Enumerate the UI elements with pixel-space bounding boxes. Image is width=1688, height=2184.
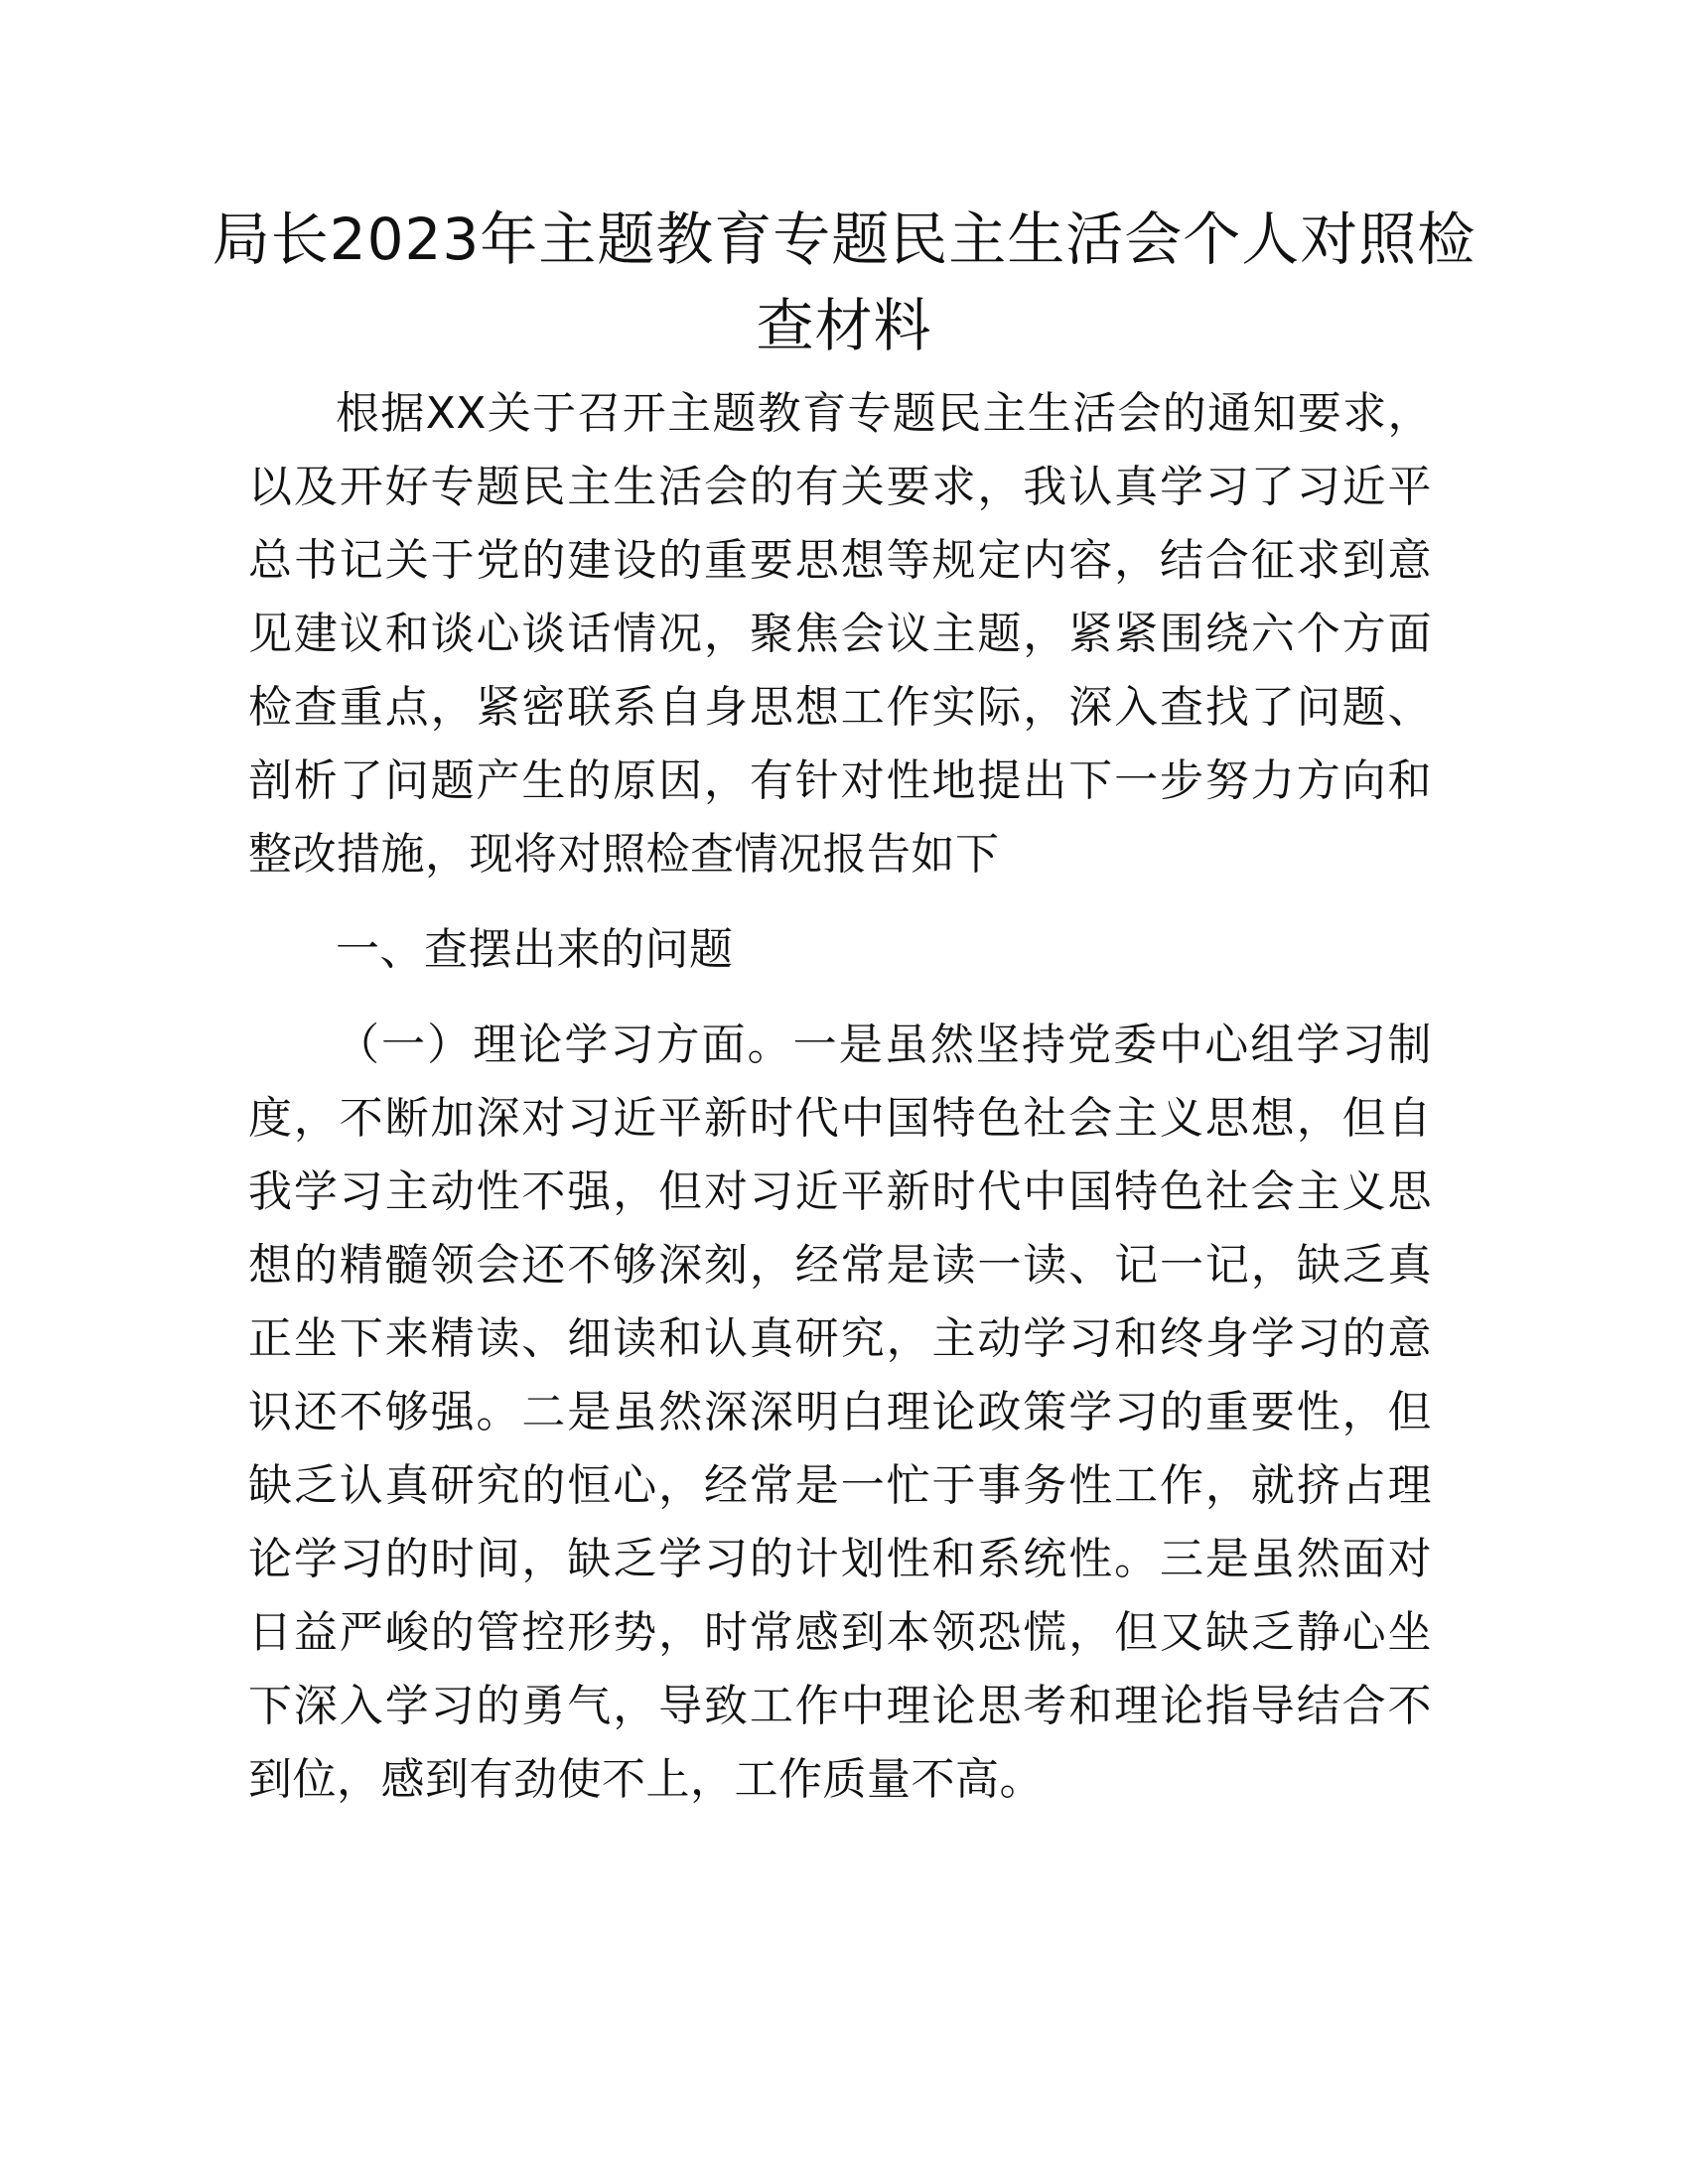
theory-study-paragraph: （一）理论学习方面。一是虽然坚持党委中心组学习制度，不断加深对习近平新时代中国特色社会主义思想，但自我学习主动性不强，但对习近平新时代中国特色社会主义思想的精髓领会还不够深刻，经常是读一读、记一记，缺乏真正坐下来精读、细读和认真研究，主动学习和终身学习的意识还不够强。二是虽然深深明白理论政策学习的重要性，但缺乏认真研究的恒心，经常是一忙于事务性工作，就挤占理论学习的时间，缺乏学习的计划性和系统性。三是虽然面对日益严峻的管控形势，时常感到本领恐慌，但又缺乏静心坐下深入学习的勇气，导致工作中理论思考和理论指导结合不到位，感到有劲使不上，工作质量不高。 [248, 1020, 1432, 1805]
intro-paragraph: 根据XX关于召开主题教育专题民主生活会的通知要求，以及开好专题民主生活会的有关要求，我认真学习了习近平总书记关于党的建设的重要思想等规定内容，结合征求到意见建议和谈心谈话情况，聚焦会议主题，紧紧围绕六个方面检查重点，紧密联系自身思想工作实际，深入查找了问题、剖析了问题产生的原因，有针对性地提出下一步努力方向和整改措施，现将对照检查情况报告如下 [248, 388, 1432, 880]
document-title: 局长2023年主题教育专题民主生活会个人对照检查材料 [211, 205, 1477, 359]
document-body [248, 377, 1432, 1817]
section-heading: 一、查摆出来的问题 [336, 924, 734, 975]
